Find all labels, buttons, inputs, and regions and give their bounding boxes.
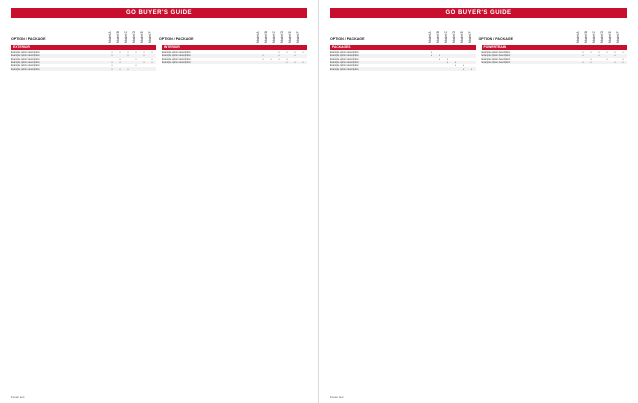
availability-mark: •: [622, 56, 624, 61]
availability-mark: •: [119, 50, 121, 55]
availability-mark: •: [143, 60, 145, 65]
availability-mark: •: [454, 60, 457, 65]
model-column-heading: Model E: [288, 31, 292, 43]
column-header-label: OPTION / PACKAGE: [330, 37, 365, 41]
model-column-heading: Model F: [296, 31, 300, 43]
availability-mark: [132, 68, 140, 71]
section-header: EXTERIOR: [11, 45, 156, 50]
option-text: Example option description: [11, 67, 40, 71]
availability-mark: •: [614, 60, 616, 65]
availability-mark: •: [286, 60, 288, 65]
option-text: Example option description: [11, 61, 40, 65]
availability-mark: •: [622, 60, 624, 65]
option-text: Example option description: [162, 51, 191, 55]
model-column-heading: Model B: [116, 31, 120, 43]
availability-mark: •: [111, 53, 113, 58]
availability-mark: •: [294, 53, 296, 58]
availability-marks: [579, 61, 627, 64]
availability-mark: •: [614, 50, 616, 55]
availability-mark: •: [111, 63, 113, 68]
section-header: PACKAGES: [330, 45, 476, 50]
availability-mark: •: [151, 60, 153, 65]
availability-mark: •: [143, 53, 145, 58]
availability-mark: •: [278, 53, 280, 58]
availability-mark: •: [582, 60, 584, 65]
availability-mark: •: [127, 66, 129, 71]
option-row: [482, 61, 628, 64]
availability-mark: •: [582, 53, 584, 58]
option-text: Example option description: [162, 57, 191, 61]
column-header-label: OPTION / PACKAGE: [478, 37, 513, 41]
option-text: Example option description: [481, 61, 511, 65]
option-text: Example option description: [330, 64, 359, 68]
availability-mark: •: [590, 56, 592, 61]
availability-mark: •: [135, 50, 137, 55]
availability-mark: •: [119, 60, 121, 65]
model-column-heading: Model B: [584, 31, 588, 43]
option-text: Example option description: [330, 51, 359, 55]
model-columns: [576, 20, 627, 44]
availability-mark: [275, 61, 283, 64]
availability-mark: •: [614, 53, 616, 58]
availability-mark: •: [462, 63, 465, 68]
model-column-heading: Model A: [427, 31, 432, 43]
availability-mark: [436, 68, 444, 71]
availability-mark: •: [302, 50, 304, 55]
column-header-row: [11, 20, 307, 44]
availability-mark: •: [278, 56, 280, 61]
model-column-heading: Model E: [608, 31, 612, 43]
column-header-group: [330, 20, 479, 44]
availability-mark: •: [454, 63, 457, 68]
page-footer: Footer text: [11, 395, 25, 399]
page-footer: Footer text: [330, 395, 344, 399]
availability-mark: •: [151, 56, 153, 61]
model-column-heading: Model C: [592, 31, 596, 43]
option-text: Example option description: [162, 61, 191, 65]
option-text: Example option description: [11, 57, 40, 61]
option-text: Example option description: [11, 51, 40, 55]
model-column-heading: Model E: [140, 31, 144, 43]
column-header-label: OPTION / PACKAGE: [159, 37, 194, 41]
model-column-heading: Model E: [459, 31, 464, 43]
section-header: POWERTRAIN: [482, 45, 628, 50]
option-column-left: [330, 44, 476, 371]
availability-mark: •: [262, 53, 264, 58]
page-banner: GO BUYER'S GUIDE: [11, 8, 307, 18]
availability-mark: •: [111, 50, 113, 55]
availability-mark: •: [286, 56, 288, 61]
availability-mark: [595, 61, 603, 64]
model-column-heading: Model C: [272, 31, 276, 43]
column-header-row: [330, 20, 627, 44]
option-row: [162, 61, 307, 64]
availability-mark: •: [286, 50, 288, 55]
column-header-group: [11, 20, 159, 44]
column-header-group: [479, 20, 628, 44]
availability-mark: •: [111, 60, 113, 65]
availability-mark: [428, 68, 436, 71]
right-page: [319, 0, 638, 403]
model-column-heading: Model F: [467, 31, 472, 43]
column-header-group: [159, 20, 307, 44]
availability-mark: •: [598, 53, 600, 58]
availability-mark: •: [151, 50, 153, 55]
option-row: [330, 67, 476, 70]
availability-mark: •: [438, 56, 441, 61]
availability-mark: •: [302, 60, 304, 65]
option-text: Example option description: [481, 57, 511, 61]
availability-mark: •: [143, 50, 145, 55]
model-column-heading: Model D: [280, 31, 284, 43]
model-column-heading: Model C: [124, 31, 128, 43]
availability-mark: •: [127, 50, 129, 55]
availability-mark: •: [135, 63, 137, 68]
option-text: Example option description: [11, 54, 40, 58]
availability-mark: •: [462, 66, 465, 71]
model-column-heading: Model D: [451, 31, 456, 43]
availability-mark: [444, 68, 452, 71]
column-header-label: OPTION / PACKAGE: [11, 37, 46, 41]
availability-mark: •: [606, 56, 608, 61]
availability-mark: •: [119, 66, 121, 71]
model-column-heading: Model A: [108, 31, 112, 43]
availability-mark: •: [111, 66, 113, 71]
availability-mark: •: [446, 56, 449, 61]
availability-mark: [267, 61, 275, 64]
model-columns: [108, 20, 159, 44]
option-text: Example option description: [330, 54, 359, 58]
option-row: [11, 67, 156, 70]
option-text: Example option description: [481, 51, 511, 55]
model-column-heading: Model B: [435, 31, 440, 43]
availability-mark: •: [430, 50, 433, 55]
model-column-heading: Model D: [600, 31, 604, 43]
availability-marks: [108, 68, 156, 71]
model-columns: [427, 20, 479, 44]
availability-mark: •: [278, 50, 280, 55]
option-text: Example option description: [11, 64, 40, 68]
availability-mark: •: [438, 53, 441, 58]
availability-marks: [259, 61, 307, 64]
option-text: Example option description: [162, 54, 191, 58]
availability-mark: •: [598, 50, 600, 55]
model-column-heading: Model F: [616, 31, 620, 43]
availability-mark: •: [446, 60, 449, 65]
availability-mark: •: [470, 66, 473, 71]
model-column-heading: Model D: [132, 31, 136, 43]
availability-mark: •: [294, 50, 296, 55]
option-text: Example option description: [330, 61, 359, 65]
section-header: INTERIOR: [162, 45, 307, 50]
page-banner: GO BUYER'S GUIDE: [330, 8, 627, 18]
availability-mark: •: [582, 50, 584, 55]
option-column-left: [11, 44, 156, 371]
option-text: Example option description: [481, 54, 511, 58]
availability-mark: [452, 68, 460, 71]
model-columns: [256, 20, 307, 44]
availability-mark: [603, 61, 611, 64]
option-columns: [11, 44, 307, 371]
availability-mark: •: [270, 56, 272, 61]
availability-mark: •: [430, 53, 433, 58]
availability-mark: •: [294, 60, 296, 65]
availability-mark: •: [127, 53, 129, 58]
availability-marks: [428, 68, 476, 71]
model-column-heading: Model C: [443, 31, 448, 43]
availability-mark: [140, 68, 148, 71]
option-columns: [330, 44, 627, 371]
availability-mark: •: [590, 50, 592, 55]
availability-mark: •: [119, 56, 121, 61]
option-text: Example option description: [330, 67, 359, 71]
availability-mark: [148, 68, 156, 71]
model-column-heading: Model A: [256, 31, 260, 43]
option-column-right: [162, 44, 307, 371]
model-column-heading: Model B: [264, 31, 268, 43]
model-column-heading: Model A: [576, 31, 580, 43]
option-text: Example option description: [330, 57, 359, 61]
availability-mark: •: [262, 56, 264, 61]
availability-mark: [259, 61, 267, 64]
option-column-right: [482, 44, 628, 371]
availability-mark: •: [622, 50, 624, 55]
availability-mark: •: [606, 50, 608, 55]
model-column-heading: Model F: [148, 31, 152, 43]
availability-mark: •: [590, 60, 592, 65]
availability-mark: •: [135, 56, 137, 61]
